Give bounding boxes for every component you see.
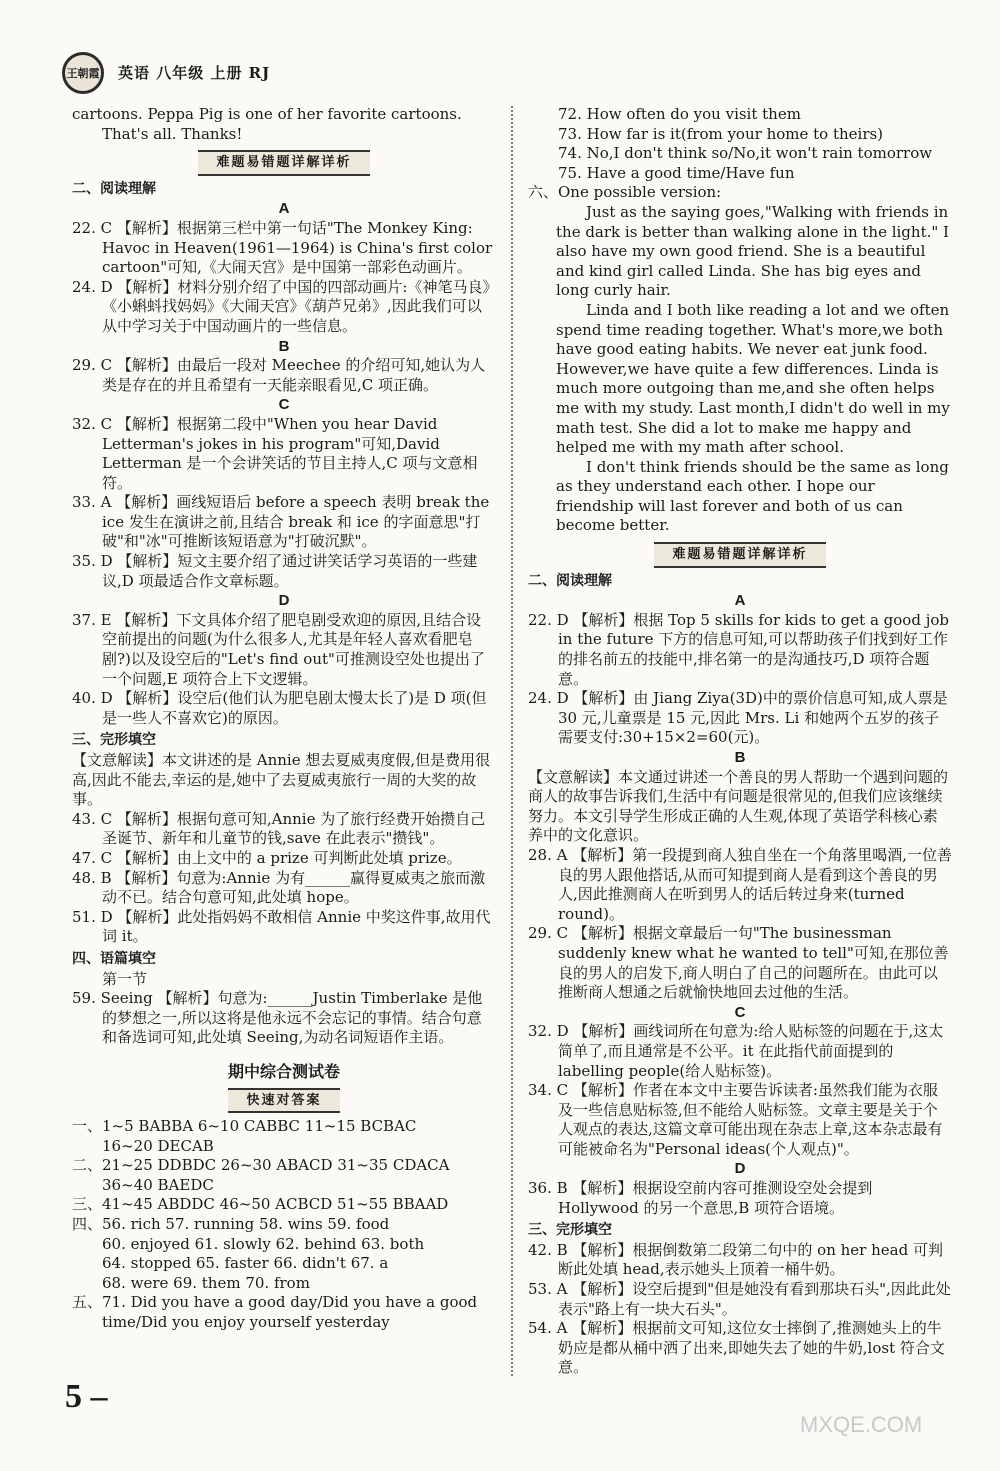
left-line: 22. C 【解析】根据第三栏中第一句话"The Monkey King: Havoc in Heaven(1961—1964) is China's first color cartoon"可知,《大闹天宫》是中国第一部彩色动画片。 xyxy=(72,218,493,277)
left-line: 64. stopped 65. faster 66. didn't 67. a xyxy=(102,1254,389,1273)
right-line: 53. A 【解析】设空后提到"但是她没有看到那块石头",因此此处表示"路上有一块大石头"。 xyxy=(528,1280,951,1318)
left-line: 37. E 【解析】下文具体介绍了肥皂剧受欢迎的原因,且结合设空前提出的问题(为什么很多人,尤其是年轻人喜欢看肥皂剧?)以及设空后的"Let's find out"可推测设空处也提出了一个问题,E 项符合上下文逻辑。 xyxy=(72,610,485,688)
left-line: 二、阅读理解 xyxy=(72,180,156,197)
left-line: 五、71. Did you have a good day/Did you have a good time/Did you enjoy yourself yesterday xyxy=(72,1293,478,1332)
right-line: Linda and I both like reading a lot and we often spend time reading together. What's more,we both have good eating habits. We never eat junk food. However,we have quite a few differences. Linda is much more outgoing than me,and she often helps me with my study. Last month,I didn't do well in my math test. She did a lot to make me happy and helped me with my math after school. xyxy=(556,300,950,457)
section-banner: 快速对答案 xyxy=(228,1088,339,1114)
left-line: A xyxy=(278,200,290,218)
left-line: 第一节 xyxy=(102,969,148,988)
left-line: 51. D 【解析】此处指妈妈不敢相信 Annie 中奖这件事,故用代词 it。 xyxy=(72,907,491,946)
left-line: 29. C 【解析】由最后一段对 Meechee 的介绍可知,她认为人类是存在的并且希望有一天能亲眼看见,C 项正确。 xyxy=(72,356,486,394)
left-line: 四、语篇填空 xyxy=(72,950,156,967)
right-line: 73. How far is it(from your home to theirs) xyxy=(558,124,884,143)
left-line: C xyxy=(278,396,290,414)
left-line: 33. A 【解析】画线短语后 before a speech 表明 break the ice 发生在演讲之前,且结合 break 和 ice 的字面意思"打破"和"冰"可推断该短语意为"打破沉默"。 xyxy=(72,493,490,551)
left-line: 期中综合测试卷 xyxy=(227,1061,340,1081)
left-line: 一、1~5 BABBA 6~10 CABBC 11~15 BCBAC xyxy=(72,1117,417,1136)
right-line: A xyxy=(734,592,746,610)
left-column xyxy=(72,105,496,1333)
book-title: 英语 八年级 上册 RJ xyxy=(118,64,271,82)
left-line: 40. D 【解析】设空后(他们认为肥皂剧太慢太长了)是 D 项(但是一些人不喜欢它)的原因。 xyxy=(72,689,487,727)
left-line: 48. B 【解析】句意为:Annie 为有______赢得夏威夷之旅而激动不已。结合句意可知,此处填 hope。 xyxy=(72,868,486,907)
left-line: 三、41~45 ABDDC 46~50 ACBCD 51~55 BBAAD xyxy=(72,1195,449,1214)
left-line: 36~40 BAEDC xyxy=(102,1175,214,1194)
right-line xyxy=(528,542,952,568)
left-line: 59. Seeing 【解析】句意为:______Justin Timberlake 是他的梦想之一,所以这将是他永远不会忘记的事情。结合句意和备选词可知,此处填 Seeing,为动名词短语作主语。 xyxy=(72,989,483,1047)
right-line: I don't think friends should be the same as long as they understand each other. I hope our friendship will last forever and both of us can become better. xyxy=(556,457,949,535)
right-line: 三、完形填空 xyxy=(528,1222,612,1239)
left-line: 二、21~25 DDBDC 26~30 ABACD 31~35 CDACA xyxy=(72,1156,450,1175)
left-line: 四、56. rich 57. running 58. wins 59. food xyxy=(72,1215,390,1234)
watermark: MXQE.COM xyxy=(800,1412,923,1437)
column-divider xyxy=(511,106,513,1376)
right-line: 54. A 【解析】根据前文可知,这位女士摔倒了,推测她头上的牛奶应是都从桶中洒了出来,即她失去了她的牛奶,lost 符合文意。 xyxy=(528,1319,945,1377)
left-line: 68. were 69. them 70. from xyxy=(102,1273,310,1292)
right-line: 42. B 【解析】根据倒数第二段第二句中的 on her head 可判断此处填 head,表示她头上顶着一桶牛奶。 xyxy=(528,1240,943,1279)
right-line: Just as the saying goes,"Walking with friends in the dark is better than walking alone in the light." I also have my own good friend. She is a beautiful and kind girl called Linda. She has big eyes and long curly hair. xyxy=(556,202,949,300)
right-line: 36. B 【解析】根据设空前内容可推测设空处会提到 Hollywood 的另一个意思,B 项符合语境。 xyxy=(528,1179,873,1217)
right-line: 六、One possible version: xyxy=(528,183,722,202)
right-line: 32. D 【解析】画线词所在句意为:给人贴标签的问题在于,这太简单了,而且通常是不公平。it 在此指代前面提到的 labelling people(给人贴标签)。 xyxy=(528,1022,944,1080)
publisher-logo: 王朝霞 xyxy=(62,52,104,94)
right-line: 72. How often do you visit them xyxy=(558,105,801,123)
left-line: That's all. Thanks! xyxy=(102,124,243,143)
right-line: C xyxy=(734,1003,746,1021)
section-banner: 难题易错题详解详析 xyxy=(654,542,825,568)
right-line: 28. A 【解析】第一段提到商人独自坐在一个角落里喝酒,一位善良的男人跟他搭话,从而可知提到商人是看到这个善良的男人,因此推测商人在听到男人的话后转过身来(turned round)。 xyxy=(528,845,952,923)
left-line: 24. D 【解析】材料分别介绍了中国的四部动画片:《神笔马良》《小蝌蚪找妈妈》《大闹天宫》《葫芦兄弟》,因此我们可以从中学习关于中国动画片的一些信息。 xyxy=(72,277,490,335)
left-line: 16~20 DECAB xyxy=(102,1136,214,1155)
right-line: 24. D 【解析】由 Jiang Ziya(3D)中的票价信息可知,成人票是 30 元,儿童票是 15 元,因此 Mrs. Li 和她两个五岁的孩子需要支付:30+15×2=60(元)。 xyxy=(528,689,948,747)
left-line: 47. C 【解析】由上文中的 a prize 可判断此处填 prize。 xyxy=(72,848,462,867)
left-line xyxy=(72,150,496,176)
left-line: 43. C 【解析】根据句意可知,Annie 为了旅行经费开始攒自己圣诞节、新年和儿童节的钱,save 在此表示"攒钱"。 xyxy=(72,809,486,848)
right-line: 二、阅读理解 xyxy=(528,572,612,589)
section-banner: 难题易错题详解详析 xyxy=(198,150,369,176)
left-line: 【文意解读】本文讲述的是 Annie 想去夏威夷度假,但是费用很高,因此不能去,幸运的是,她中了去夏威夷旅行一周的大奖的故事。 xyxy=(72,751,491,809)
right-line: 【文意解读】本文通过讲述一个善良的男人帮助一个遇到问题的商人的故事告诉我们,生活中有问题是很常见的,但我们应该继续努力。本文引导学生形成正确的人生观,体现了英语学科核心素养中的文化意识。 xyxy=(528,767,949,845)
right-line: 34. C 【解析】作者在本文中主要告诉读者:虽然我们能为衣服及一些信息贴标签,但不能给人贴标签。文章主要是关于个人观点的表达,这篇文章可能出现在杂志上章,这本杂志最有可能被命名为"Personal ideas(个人观点)"。 xyxy=(528,1081,943,1158)
right-line: 74. No,I don't think so/No,it won't rain tomorrow xyxy=(558,144,933,163)
right-column xyxy=(528,105,952,1378)
left-line: D xyxy=(278,592,290,610)
left-line xyxy=(72,1088,496,1114)
left-line: 32. C 【解析】根据第二段中"When you hear David Letterman's jokes in his program"可知,David Letterman 是一个会讲笑话的节目主持人,C 项与文意相符。 xyxy=(72,414,478,492)
right-line: 22. D 【解析】根据 Top 5 skills for kids to get a good job in the future 下方的信息可知,可以帮助孩子们找到好工作的排名前五的技能中,排名第一的是沟通技巧,D 项符合题意。 xyxy=(528,610,949,688)
left-line: cartoons. Peppa Pig is one of her favorite cartoons. xyxy=(72,105,462,123)
left-line: 三、完形填空 xyxy=(72,732,156,749)
right-line: 75. Have a good time/Have fun xyxy=(558,163,795,182)
right-line: D xyxy=(734,1160,746,1178)
right-line: 29. C 【解析】根据文章最后一句"The businessman suddenly knew what he wanted to tell"可知,在那位善良的男人的启发下,商人明白了自己的问题所在。由此可以推断商人想通之后就愉快地回去过他的生活。 xyxy=(528,924,949,1002)
left-line: 35. D 【解析】短文主要介绍了通过讲笑话学习英语的一些建议,D 项最适合作文章标题。 xyxy=(72,552,478,590)
right-line: B xyxy=(734,749,746,766)
left-line: 60. enjoyed 61. slowly 62. behind 63. both xyxy=(102,1234,425,1253)
page-number: 5 – xyxy=(65,1378,108,1415)
page-header xyxy=(62,52,942,98)
left-line: B xyxy=(278,337,290,355)
